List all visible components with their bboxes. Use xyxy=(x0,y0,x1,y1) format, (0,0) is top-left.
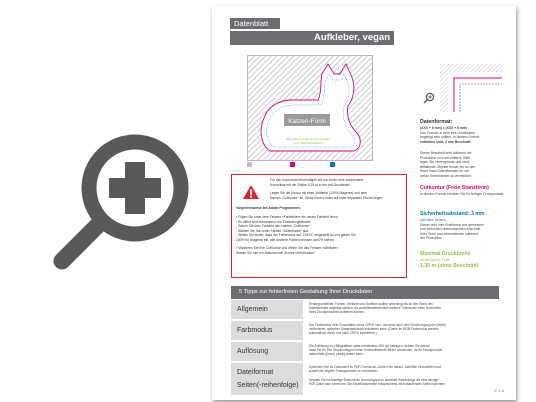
tip-row-page-order xyxy=(231,376,499,395)
safety-body2: und verhindert unerwünschten Anschnitt xyxy=(420,227,481,231)
tips-heading: 5 Tipps zur fehlerfreien Gestaltung Ihrer Druckdaten xyxy=(231,286,499,299)
tip-line: Senden Sie mehrseitige Dokumente chronologisch in korrekter Reihenfolge als eine einzige xyxy=(309,378,439,382)
safety-body1: Dieser wird vom Endformat aus gemessen xyxy=(420,222,484,227)
safety-heading: Sicherheitsabstand: 3 mm xyxy=(420,211,485,217)
tip-line: andernfalls (leicht) pixelig wirken kann. xyxy=(309,352,364,357)
safety-body4: der Produktion. xyxy=(420,236,443,240)
datasheet-tab: Datenblatt xyxy=(230,18,280,29)
tip-label: Dateiformat xyxy=(231,363,303,382)
product-title: Aufkleber, vegan xyxy=(230,31,394,45)
format-body3: legen Sie Hintergründe und rand- xyxy=(420,160,471,164)
tip-row-resolution xyxy=(231,342,499,361)
art-note-2: 1 mm Sicherheitsabstand xyxy=(293,142,323,145)
tip-text xyxy=(309,365,499,373)
tip-text xyxy=(309,378,499,386)
tip-text xyxy=(309,344,499,356)
format-heading: Datenformat: xyxy=(420,119,453,125)
tip-line: Datenformats angelegt werden, da produktionstechnisch kleinere Toleranzen beim Schneiden xyxy=(309,306,441,311)
format-line1: (XXX + 6 mm) x (XXX + 6 mm) xyxy=(420,126,468,130)
format-line2: Das Format, in dem Ihre Druckdaten xyxy=(420,130,475,135)
warning-s2: - Es öffnet sich automatisch ein Einstellungsfenster. xyxy=(236,219,312,224)
format-body4: abfallende Objekte immer bis an den xyxy=(420,164,476,169)
bleed-sub: an der kurzen Seite xyxy=(420,258,450,262)
format-line4: enthalten sind: 3 mm Beschnitt. xyxy=(420,139,472,144)
safety-sub: (auf allen Seiten) xyxy=(420,218,446,222)
tip-text xyxy=(309,302,499,314)
cat-cut-diagram xyxy=(248,56,372,160)
warning-s1: • Fügen Sie unter dem Fenster »Farbfelder« ein neues Farbfeld hinzu. xyxy=(236,215,339,219)
tip-line: Ihres Druckproduktes auftreten können. xyxy=(309,310,365,315)
tip-line: veränderter, optischer Gesamteindruck entstehen kann. (Daten im RGB-Farbmodus werden xyxy=(309,327,439,332)
version-label: V. 1.0 xyxy=(493,388,504,393)
tip-line: Die Auflösung von Bildgrafiken sollte mindestens 300 dpi betragen. Achten Sie darauf, xyxy=(309,344,431,348)
format-body6: weiße Seitenränder zu vermeiden. xyxy=(420,173,472,178)
zoom-in-icon[interactable] xyxy=(40,125,200,285)
tip-row-color-mode xyxy=(231,321,499,340)
tip-line: Der Farbmodus Ihrer Druckdaten muss CMYK sein, da sonst nach dem Druckvorgang ein (leicht) xyxy=(309,323,447,327)
warning-s4: - Wählen Sie nun unter Farbart „Volltonfarbe“ aus. xyxy=(236,228,309,233)
format-line3: angelegt sein sollten. In diesem Format xyxy=(420,135,480,139)
tip-label: Allgemein xyxy=(231,300,303,319)
cut-heading: Cutkontur (Freie Stanzform) xyxy=(420,185,489,191)
artwork-preview xyxy=(247,55,373,161)
art-note-1: Motiv bitte innerhalb der Kontur halten xyxy=(286,138,330,141)
tip-row-general xyxy=(231,300,499,319)
tip-label: Farbmodus xyxy=(231,321,303,340)
small-zoom-icon xyxy=(423,92,435,104)
warning-s5: - Stellen Sie sicher, dass der Farbmodus auf „CMYK“ eingestellt ist und geben Sie xyxy=(236,233,356,237)
cut-body: in diesem Format erhalten Sie Ihr fertiges Druckprodukt. xyxy=(420,192,505,196)
warning-p1b: Konturlinie mit der Stärke 0,25 pt in der pdf-Druckdatei. xyxy=(270,182,351,187)
bleed-heading: Maximal Druckbreite xyxy=(420,251,471,257)
bleed-value: 1,30 m (ohne Beschnitt) xyxy=(420,263,479,269)
tip-text xyxy=(309,323,499,335)
legend-hatch-swatch xyxy=(247,162,252,167)
legend-cut-swatch xyxy=(290,162,295,167)
tip-line: automatisch durch uns nach CMYK konvertiert.) xyxy=(309,331,377,336)
warning-p2a: Legen Sie die Kontur mit einer Vollfarbe (100% Magenta) und dem xyxy=(270,191,368,195)
warning-s8: Setzen Sie hier ein Häkchen bei „Kontur überdrucken“. xyxy=(236,250,316,255)
warning-s6: 100% für Magenta ein, alle anderen Farben müssen auf 0% stehen. xyxy=(236,237,335,242)
corner-detail-graphic xyxy=(440,64,502,112)
shape-label: Katzen-Form xyxy=(288,118,326,125)
warning-s3: - Geben Sie dem Farbfeld den Namen „CutKontur“. xyxy=(236,224,311,228)
tip-line: Speichern Sie Ihr Dokument im PDF-Format ab. Achten Sie darauf, Schriften einzubetten und xyxy=(309,365,441,369)
legend-safety-swatch xyxy=(330,162,335,167)
warning-p2b: Namen „CutKontur“ an. Diese Kontur muss auf einer separaten Ebene liegen. xyxy=(270,195,384,200)
tip-line: soweit als möglich Transparenzen zu reduzieren. xyxy=(309,369,379,374)
tip-line: PDF-Datei oder benennen Sie Einzeldokumente entsprechend mit fortlaufenden Seitennummern. xyxy=(309,382,447,387)
warning-s7: • Markieren Sie Ihre CutKontur und öffnen Sie das Fenster »Attribute«. xyxy=(236,246,339,250)
format-body1: Dieser Beschnitt wird während der xyxy=(420,151,472,155)
tip-label: Auflösung xyxy=(231,342,303,361)
tip-label: Seiten(-reihenfolge) xyxy=(231,376,303,395)
safety-body3: Ihrer Texte und Informationen während xyxy=(420,231,479,236)
datasheet-page xyxy=(212,6,516,400)
warning-sub: Vorgehensweise bei Adobe Programmen: xyxy=(236,206,301,210)
tip-line: dass Sie für Ihre Druckvorlagen immer hochauflösende Bilder verwenden, da Ihr Druckprodukt xyxy=(309,348,443,353)
tip-line: Hintergrundbilder, Farben, Verläufe und Grafiken sollten unbedingt bis an den Rand des xyxy=(309,302,433,306)
warning-p1a: Für den Konturschnitt benötigen wir von Ihnen eine vektorisierte xyxy=(270,178,364,182)
format-body5: Rand Ihres Datenformats an, um xyxy=(420,169,470,173)
zoom-in-icon-graphic xyxy=(40,125,200,285)
format-body2: Produktion von uns entfernt. Bitte xyxy=(420,155,471,160)
warning-icon xyxy=(242,184,260,200)
